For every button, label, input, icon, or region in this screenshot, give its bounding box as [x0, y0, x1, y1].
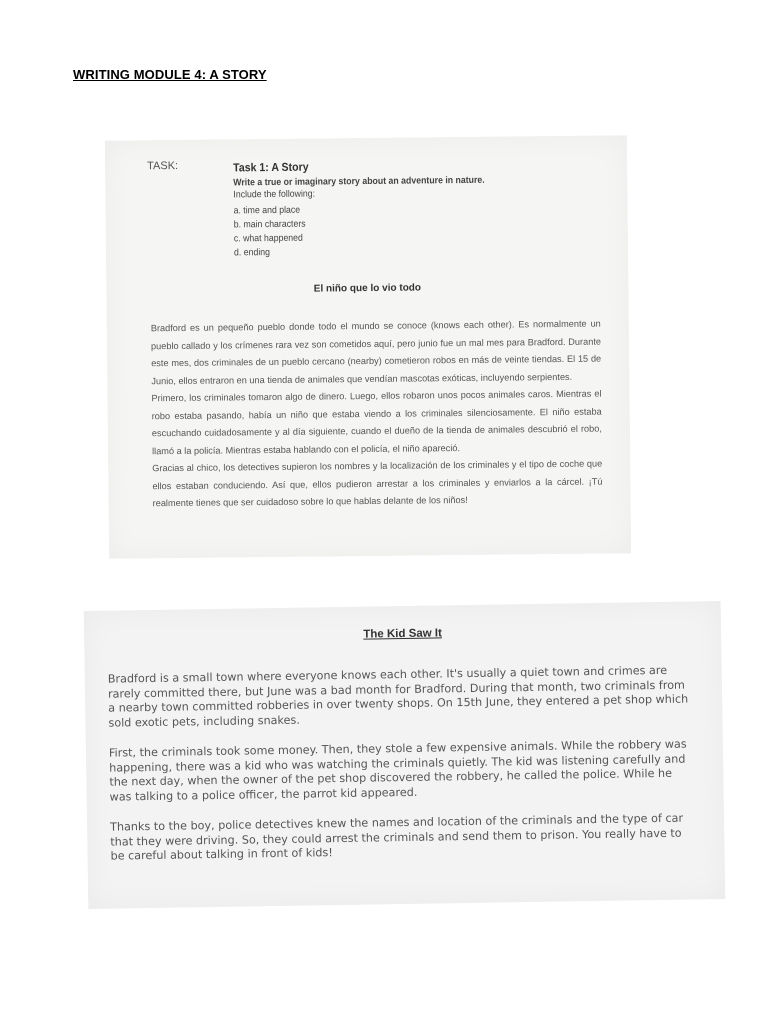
task-item: d. ending: [233, 247, 271, 259]
task-items-list: [233, 204, 312, 261]
task-instruction: Write a true or imaginary story about an adventure in nature.: [233, 174, 485, 189]
task-title: Task 1: A Story: [233, 161, 309, 175]
task-item: a. time and place: [233, 204, 301, 217]
task-include-label: Include the following:: [233, 188, 316, 201]
english-paragraph: First, the criminals took some money. Then, they stole a few expensive animals. While the robbery was happening, there was a kid who was watching the criminals quietly. The kid was listening carefully and the next day, when the owner of the pet shop discovered the robbery, he called the police. While he was talking to a police officer, the parrot kid appeared.: [108, 737, 687, 804]
english-story-body: [108, 663, 696, 880]
spanish-story-body: [151, 316, 603, 513]
english-paragraph: Thanks to the boy, police detectives knew the names and location of the criminals and the type of car that they were driving. So, they could arrest the criminals and send them to prison. You really have to be careful about talking in front of kids!: [109, 811, 684, 863]
english-paragraph: Bradford is a small town where everyone knows each other. It's usually a quiet town and crimes are rarely committed there, but June was a bad month for Bradford. During that month, two criminals from a nearby town committed robberies in over twenty shops. On 15th June, they entered a pet shop which sold exotic pets, including snakes.: [107, 663, 689, 730]
task-label: TASK:: [147, 159, 179, 173]
task-item: c. what happened: [233, 232, 303, 245]
spanish-paragraph: Gracias al chico, los detectives supieron los nombres y la localización de los criminales y el tipo de coche que ellos estaban conduciendo. Así que, ellos pudieron arrestar a los criminales y enviarlos a la cárcel. ¡Tú realmente tienes que ser cuidadoso sobre lo que hablas delante de los niños!: [152, 458, 603, 509]
spanish-paragraph: Bradford es un pequeño pueblo donde todo el mundo se conoce (knows each other). Es normalmente un pueblo callado y los crímenes rara vez son cometidos aquí, pero junio fue un mal mes para Bradford. Durante este mes, dos criminales de un pueblo cercano (nearby) cometieron robos en más de veinte tiendas. El 15 de Junio, ellos entraron en una tienda de animales que vendían mascotas exóticas, incluyendo serpientes.: [150, 318, 602, 386]
spanish-story-title: El niño que lo vio todo: [313, 282, 422, 295]
page-heading: WRITING MODULE 4: A STORY: [73, 67, 267, 82]
scanned-task-page: [105, 135, 631, 558]
task-item: b. main characters: [233, 218, 306, 231]
english-story-title: The Kid Saw It: [363, 627, 442, 641]
scanned-english-story-page: [84, 601, 726, 909]
spanish-paragraph: Primero, los criminales tomaron algo de dinero. Luego, ellos robaron unos pocos animales caros. Mientras el robo estaba pasando, había un niño que estaba viendo a los criminales silenciosamente. El niño estaba escuchando cuidadosamente y al día siguiente, cuando el dueño de la tienda de animales descubrió el robo, llamó a la policía. Mientras estaba hablando con el policía, el niño apareció.: [151, 388, 602, 456]
